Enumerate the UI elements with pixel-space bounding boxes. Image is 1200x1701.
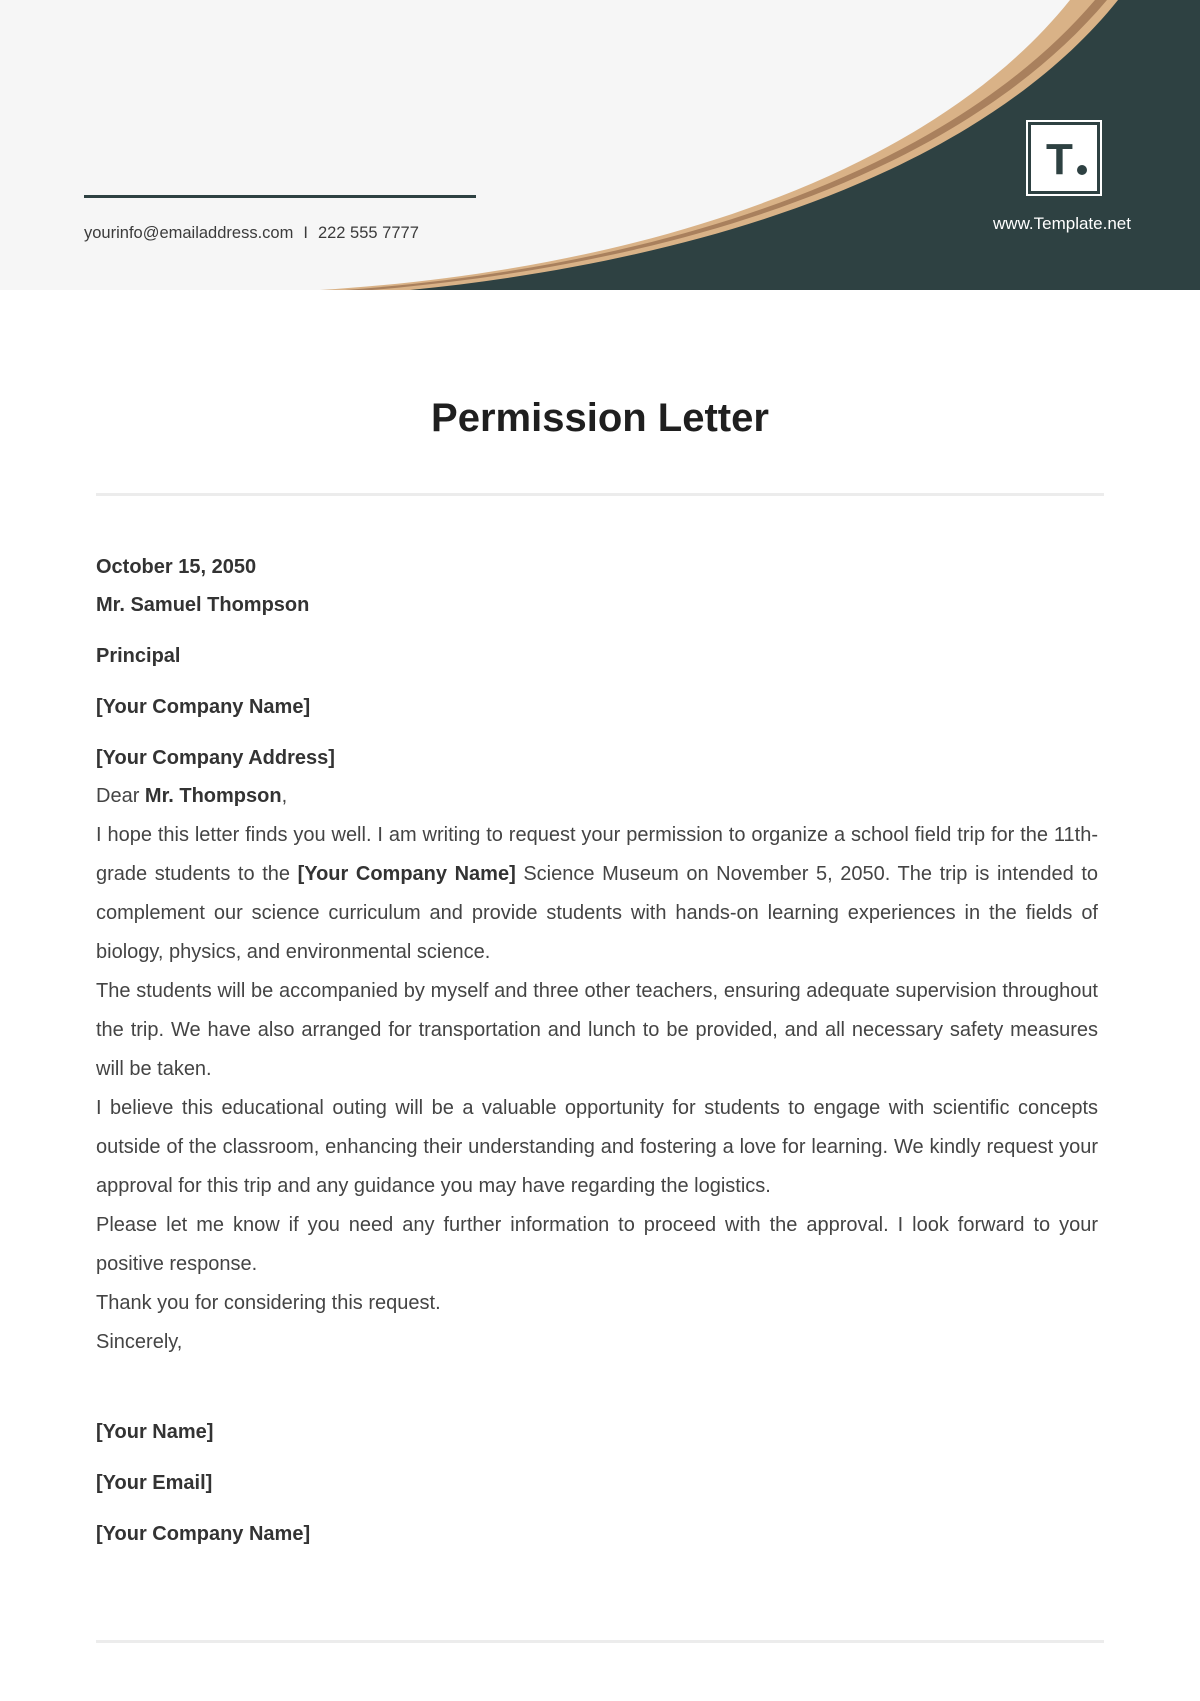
title-divider — [96, 493, 1104, 496]
paragraph-request-end: Science Museum on November 5, 2050. The trip is intended to complement our science curriculum and provide students with hands-on learning experiences in the fields of biology, physics, and environmental science. — [96, 863, 1098, 963]
paragraph-followup: Please let me know if you need any further information to proceed with the approval. I look forward to your positive response. — [96, 1214, 1098, 1275]
paragraph-request — [96, 816, 1098, 972]
logo-letter: T — [1046, 135, 1073, 184]
letterhead — [0, 0, 1200, 290]
recipient-title: Principal — [96, 645, 181, 667]
letter-date: October 15, 2050 — [96, 556, 257, 578]
logo-t-icon — [1031, 125, 1097, 191]
closing: Sincerely, — [96, 1331, 183, 1353]
paragraph-supervision: The students will be accompanied by myself and three other teachers, ensuring adequate supervision throughout the trip. We have also arranged for transportation and lunch to be provided, and all necessary safety measures will be taken. — [96, 980, 1098, 1080]
company-name: [Your Company Name] — [96, 696, 311, 718]
contact-info — [84, 224, 419, 243]
template-logo — [1026, 120, 1102, 196]
contact-email[interactable]: yourinfo@emailaddress.com — [84, 224, 294, 242]
contact-separator: I — [303, 224, 308, 242]
letter-body — [96, 548, 1098, 1553]
paragraph-request-company: [Your Company Name] — [297, 863, 516, 885]
salutation-prefix: Dear — [96, 785, 145, 807]
signature-name: [Your Name] — [96, 1421, 214, 1443]
paragraph-thanks: Thank you for considering this request. — [96, 1292, 441, 1314]
salutation — [96, 777, 1098, 816]
paragraph-opportunity: I believe this educational outing will be a valuable opportunity for students to engage with scientific concepts outside of the classroom, enhancing their understanding and fostering a love for learning. We kindly request your approval for this trip and any guidance you may have regarding the logistics. — [96, 1097, 1098, 1197]
salutation-name: Mr. Thompson — [144, 785, 282, 807]
signature-email: [Your Email] — [96, 1472, 213, 1494]
page-title: Permission Letter — [431, 396, 769, 440]
company-address: [Your Company Address] — [96, 747, 335, 769]
website-url[interactable]: www.Template.net — [993, 214, 1131, 233]
salutation-suffix: , — [281, 785, 288, 807]
signature-company: [Your Company Name] — [96, 1523, 311, 1545]
contact-phone[interactable]: 222 555 7777 — [317, 224, 419, 242]
paragraph-request-start: I hope this letter finds you well. I am writing to request your permission to organize a school field trip for the 11th-grade students to the — [96, 824, 1098, 885]
recipient-name: Mr. Samuel Thompson — [96, 594, 310, 616]
footer-divider — [96, 1640, 1104, 1643]
header-rule — [84, 195, 476, 198]
letterhead-swoosh — [0, 0, 1200, 290]
